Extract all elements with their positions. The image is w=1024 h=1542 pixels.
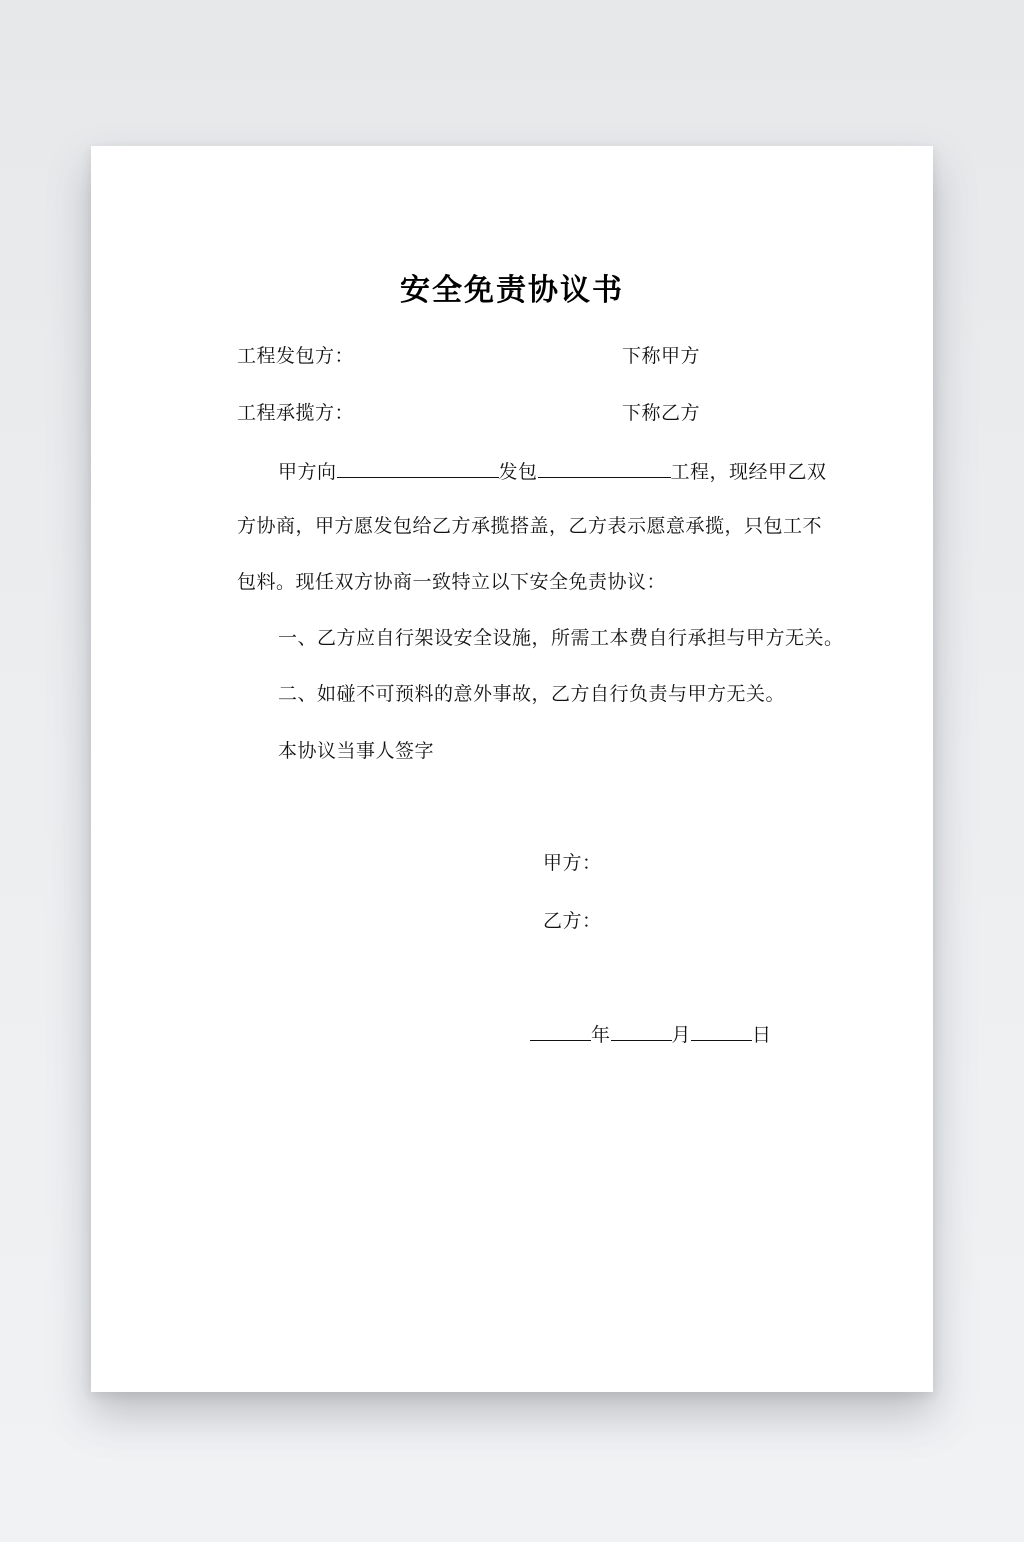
signature-intro: 本协议当事人签字: [278, 740, 435, 762]
intro-segment-3: 工程，现经甲乙双: [670, 461, 827, 483]
project-blank[interactable]: [538, 457, 671, 478]
day-label: 日: [752, 1024, 772, 1046]
month-label: 月: [671, 1024, 692, 1046]
year-label: 年: [591, 1024, 611, 1046]
intro-segment-1: 甲方向: [278, 461, 337, 483]
party-a-label: 工程发包方：: [237, 345, 355, 367]
intro-line-3: 包料。现任双方协商一致特立以下安全免责协议：: [237, 571, 667, 593]
day-blank[interactable]: [691, 1020, 752, 1041]
year-blank[interactable]: [530, 1020, 591, 1041]
document-title: 安全免责协议书: [400, 273, 624, 308]
intro-line-2: 方协商，甲方愿发包给乙方承揽搭盖，乙方表示愿意承揽，只包工不: [237, 515, 823, 537]
party-b-label: 工程承揽方：: [237, 402, 355, 424]
document-page: [91, 146, 933, 1392]
clause-2: 二、如碰不可预料的意外事故，乙方自行负责与甲方无关。: [278, 683, 786, 705]
contractor-blank[interactable]: [337, 457, 499, 478]
intro-segment-2: 发包: [498, 461, 538, 483]
signature-party-b: 乙方：: [543, 910, 602, 932]
party-b-alias: 下称乙方: [622, 402, 701, 424]
party-a-alias: 下称甲方: [622, 345, 701, 367]
date-line: [530, 1020, 772, 1047]
clause-1: 一、乙方应自行架设安全设施，所需工本费自行承担与甲方无关。: [278, 627, 844, 649]
month-blank[interactable]: [611, 1020, 672, 1041]
signature-party-a: 甲方：: [543, 852, 602, 874]
intro-line-1: [278, 457, 827, 484]
